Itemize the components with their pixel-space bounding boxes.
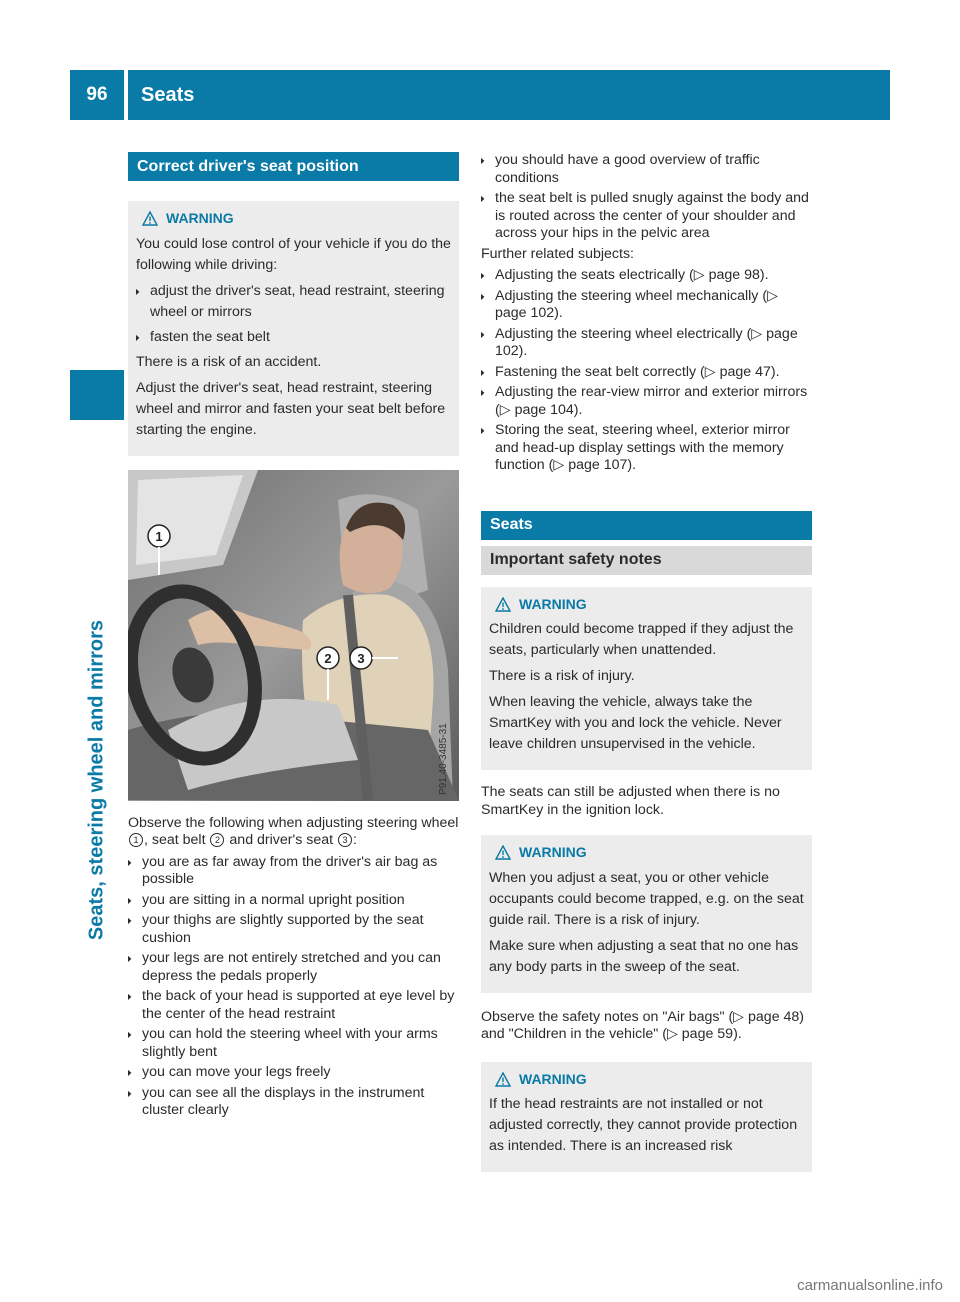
seat-position-list [128, 854, 459, 1120]
list-item: ▶ you can see all the displays in the instrument cluster clearly [128, 1085, 459, 1120]
driver-seat-illustration [128, 470, 459, 801]
warning-text: When you adjust a seat, you or other vehicle occupants could become trapped, e.g. on the seat guide rail. There is a risk of injury. [489, 869, 804, 928]
warning-triangle-icon [495, 597, 511, 612]
page-number: 96 [70, 70, 124, 120]
list-item: ▶ you can move your legs freely [128, 1064, 459, 1082]
warning-box-children [481, 587, 812, 771]
figure-code: P91.40-3485-31 [438, 722, 449, 795]
warning-risk: There is a risk of an accident. [136, 353, 322, 370]
safety-notes-reference: Observe the safety notes on "Air bags" (▷ page 48) and "Children in the vehicle" (▷ page 59). [481, 1008, 805, 1042]
list-item: ▶ you are sitting in a normal upright position [128, 892, 459, 910]
list-item: ▶ you can hold the steering wheel with your arms slightly bent [128, 1026, 459, 1061]
warning-intro: You could lose control of your vehicle if you do the following while driving: [136, 235, 451, 273]
list-item: ▶ the seat belt is pulled snugly against the body and is routed across the center of your shoulder and across your hips in the pelvic area [481, 190, 812, 243]
further-label: Further related subjects: [481, 245, 634, 262]
warning-list [136, 281, 451, 348]
warning-label: WARNING [519, 595, 587, 612]
warning-header [489, 844, 804, 862]
list-item: ▶ the back of your head is supported at eye level by the center of the head restraint [128, 988, 459, 1023]
warning-box-trapped [481, 835, 812, 993]
side-tab-label: Seats, steering wheel and mirrors [85, 619, 108, 941]
warning-triangle-icon [142, 211, 158, 226]
warning-label: WARNING [519, 844, 587, 860]
seat-position-list-cont [481, 152, 812, 243]
warning-header [136, 210, 451, 228]
warning-instruction: When leaving the vehicle, always take the SmartKey with you and lock the vehicle. Never leave children unsupervised in the vehicle. [489, 694, 782, 752]
warning-risk: There is a risk of injury. [489, 668, 635, 684]
list-item: ▶ your legs are not entirely stretched and you can depress the pedals properly [128, 950, 459, 985]
warning-box-head-restraints [481, 1062, 812, 1173]
callout-2: 2 [324, 650, 332, 666]
further-link[interactable]: ▶ Adjusting the seats electrically (▷ page 98). [481, 267, 812, 285]
warning-label: WARNING [519, 1070, 587, 1087]
seats-adjust-note: The seats can still be adjusted when there is no SmartKey in the ignition lock. [481, 784, 780, 818]
callout-1: 1 [155, 528, 163, 544]
warning-item: ▶ fasten the seat belt [136, 327, 451, 348]
further-link[interactable]: ▶ Fastening the seat belt correctly (▷ page 47). [481, 364, 812, 382]
subsection-title-safety: Important safety notes [481, 546, 812, 575]
further-link[interactable]: ▶ Storing the seat, steering wheel, exterior mirror and head-up display settings with the memory function (▷ page 107). [481, 422, 812, 475]
list-item: ▶ you should have a good overview of traffic conditions [481, 152, 812, 187]
section-title-correct-seat: Correct driver's seat position [128, 152, 459, 181]
ref-2: 2 [210, 833, 224, 847]
further-list [481, 267, 812, 475]
warning-box-driving [128, 201, 459, 456]
warning-instruction: Adjust the driver's seat, head restraint, steering wheel and mirror and fasten your seat belt before starting the engine. [136, 379, 446, 438]
warning-instruction: Make sure when adjusting a seat that no one has any body parts in the sweep of the seat. [489, 937, 799, 975]
warning-text: If the head restraints are not installed or not adjusted correctly, they cannot provide protection as intended. There is an increased risk [489, 1096, 798, 1154]
list-item: ▶ you are as far away from the driver's air bag as possible [128, 854, 459, 889]
warning-header [489, 1071, 804, 1089]
warning-header [489, 596, 804, 614]
ref-3: 3 [338, 833, 352, 847]
callout-3: 3 [357, 650, 365, 666]
section-title-seats: Seats [481, 511, 812, 540]
warning-item: ▶ adjust the driver's seat, head restraint, steering wheel or mirrors [136, 281, 451, 323]
driver-illustration-image [128, 470, 459, 801]
warning-label: WARNING [166, 210, 234, 226]
left-column [128, 152, 459, 1123]
ref-1: 1 [129, 833, 143, 847]
right-column [481, 152, 812, 1172]
list-item: ▶ your thighs are slightly supported by the seat cushion [128, 912, 459, 947]
warning-triangle-icon [495, 845, 511, 860]
warning-text: Children could become trapped if they adjust the seats, particularly when unattended. [489, 621, 794, 658]
observe-text: Observe the following when adjusting steering wheel 1 , seat belt 2 and driver's seat 3 : [128, 814, 459, 848]
footer-watermark: carmanualsonline.info [797, 1277, 943, 1294]
side-tab-marker [70, 370, 124, 420]
chapter-title: Seats [128, 70, 890, 120]
further-link[interactable]: ▶ Adjusting the steering wheel mechanically (▷ page 102). [481, 288, 812, 323]
warning-triangle-icon [495, 1072, 511, 1087]
further-link[interactable]: ▶ Adjusting the rear-view mirror and exterior mirrors (▷ page 104). [481, 384, 812, 419]
further-link[interactable]: ▶ Adjusting the steering wheel electrically (▷ page 102). [481, 326, 812, 361]
